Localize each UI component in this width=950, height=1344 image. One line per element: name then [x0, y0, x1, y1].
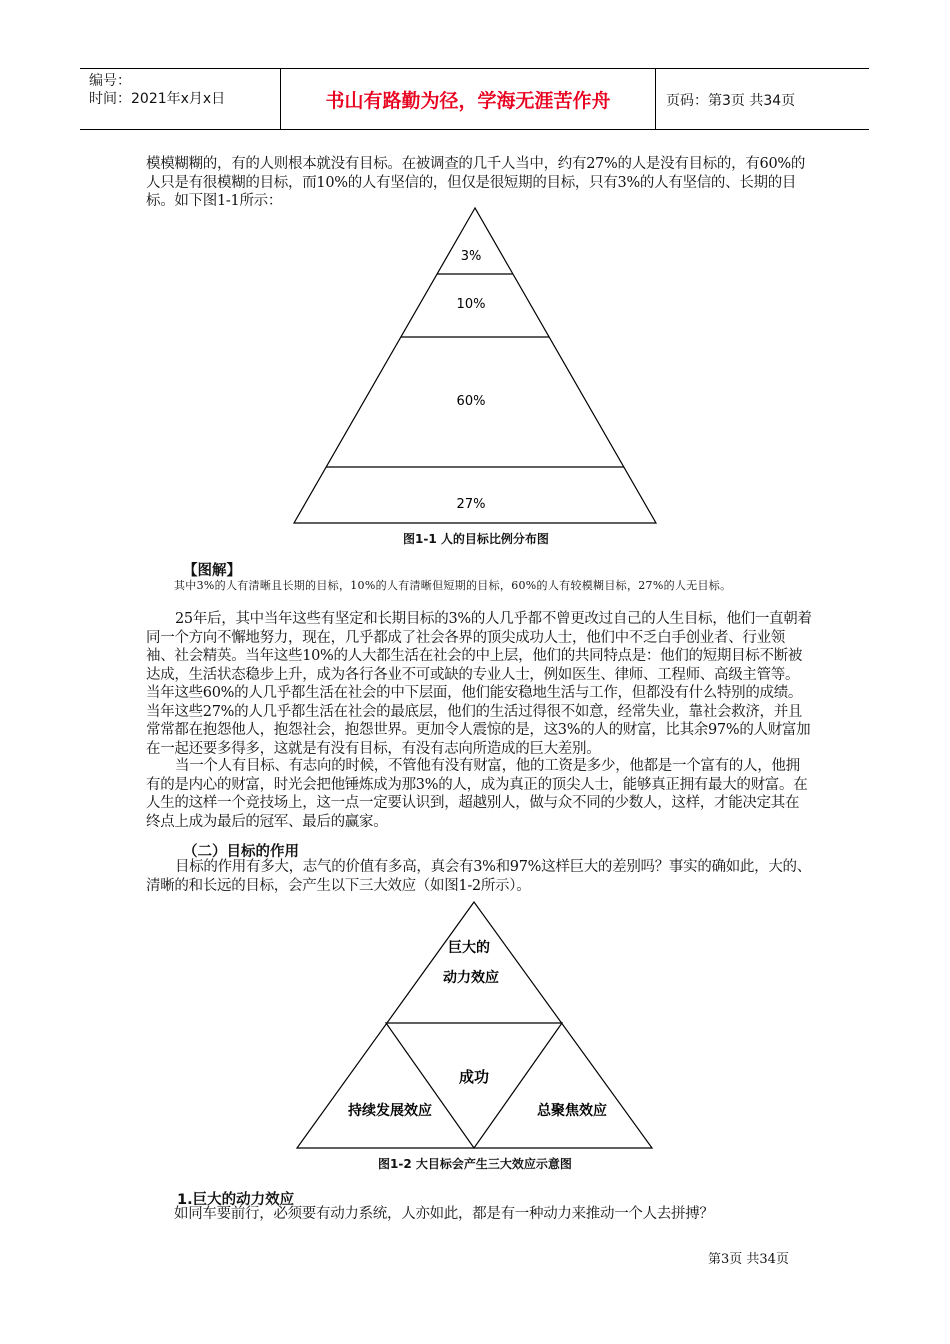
header-meta: [80, 69, 280, 129]
illustration-heading: 【图解】: [183, 563, 241, 579]
paragraph-when-goal: 当一个人有目标、有志向的时候，不管他有没有财富，他的工资是多少，他都是一个富有的人，他拥有的是内心的财富，时光会把他锤炼成为那3%的人，成为真正的顶尖人士，能够真正拥有最大的财富。在人生的这样一个竞技场上，这一点一定要认识到，超越别人，做与众不同的少数人，这样，才能决定其在终点上成为最后的冠军、最后的赢家。: [146, 758, 808, 830]
target-ratio-pyramid: [290, 206, 660, 526]
effect-top-line2: 动力效应: [443, 970, 499, 986]
paragraph-goal-role: 目标的作用有多大，志气的价值有多高，真会有3%和97%这样巨大的差别吗？事实的确如此，大的、清晰的和长远的目标，会产生以下三大效应（如图1-2所示）。: [146, 859, 811, 894]
illustration-text: 其中3%的人有清晰且长期的目标，10%的人有清晰但短期的目标，60%的人有较模糊目标，27%的人无目标。: [174, 579, 732, 592]
figure1-caption: 图1-1 人的目标比例分布图: [403, 532, 549, 546]
pyramid-level-27: 27%: [456, 497, 486, 512]
section-title-goal-role: （二）目标的作用: [183, 844, 299, 860]
pyramid-level-3: 3%: [460, 249, 482, 264]
document-number: 编号：: [89, 73, 131, 89]
three-effects-diagram: [294, 900, 658, 1152]
effect-right: 总聚焦效应: [537, 1103, 607, 1119]
header-motto: 书山有路勤为径，学海无涯苦作舟: [325, 89, 611, 112]
header-divider: [655, 69, 656, 129]
pyramid-level-60: 60%: [456, 394, 486, 409]
effect-left: 持续发展效应: [348, 1103, 432, 1119]
intro-paragraph: 模模糊糊的，有的人则根本就没有目标。在被调查的几千人当中，约有27%的人是没有目标的，有60%的人只是有很模糊的目标，而10%的人有坚信的，但仅是很短期的目标，只有3%的人有坚信的、长期的目标。如下图1-1所示：: [146, 156, 806, 209]
document-date: 时间：2021年x月x日: [89, 91, 226, 107]
page-header: [80, 68, 869, 130]
figure2-caption: 图1-2 大目标会产生三大效应示意图: [378, 1157, 572, 1171]
paragraph-25-years: 25年后，其中当年这些有坚定和长期目标的3%的人几乎都不曾更改过自己的人生目标，他们一直朝着同一个方向不懈地努力，现在，几乎都成了社会各界的顶尖成功人士，他们中不乏白手创业者、行业领袖、社会精英。当年这些10%的人大都生活在社会的中上层，他们的共同特点是：他们的短期目标不断被达成，生活状态稳步上升，成为各行各业不可或缺的专业人士，例如医生、律师、工程师、高级主管等。当年这些60%的人几乎都生活在社会的中下层面，他们能安稳地生活与工作，但都没有什么特别的成绩。当年这些27%的人几乎都生活在社会的最底层，他们的生活过得很不如意，经常失业，靠社会救济，并且常常都在抱怨他人，抱怨社会，抱怨世界。更加令人震惊的是，这3%的人的财富，比其余97%的人财富加在一起还要多得多，这就是有没有目标，有没有志向所造成的巨大差别。: [146, 611, 812, 757]
page-footer: 第3页 共34页: [708, 1252, 789, 1267]
pyramid-level-10: 10%: [456, 297, 486, 312]
effect-top-line1: 巨大的: [448, 940, 490, 956]
center-success: 成功: [458, 1068, 490, 1086]
header-page-number: 页码：第3页 共34页: [666, 93, 796, 109]
subsection-title-motivation: 1.巨大的动力效应: [177, 1192, 295, 1208]
paragraph-car: 如同车要前行，必须要有动力系统，人亦如此，都是有一种动力来推动一个人去拼搏？: [174, 1206, 714, 1222]
